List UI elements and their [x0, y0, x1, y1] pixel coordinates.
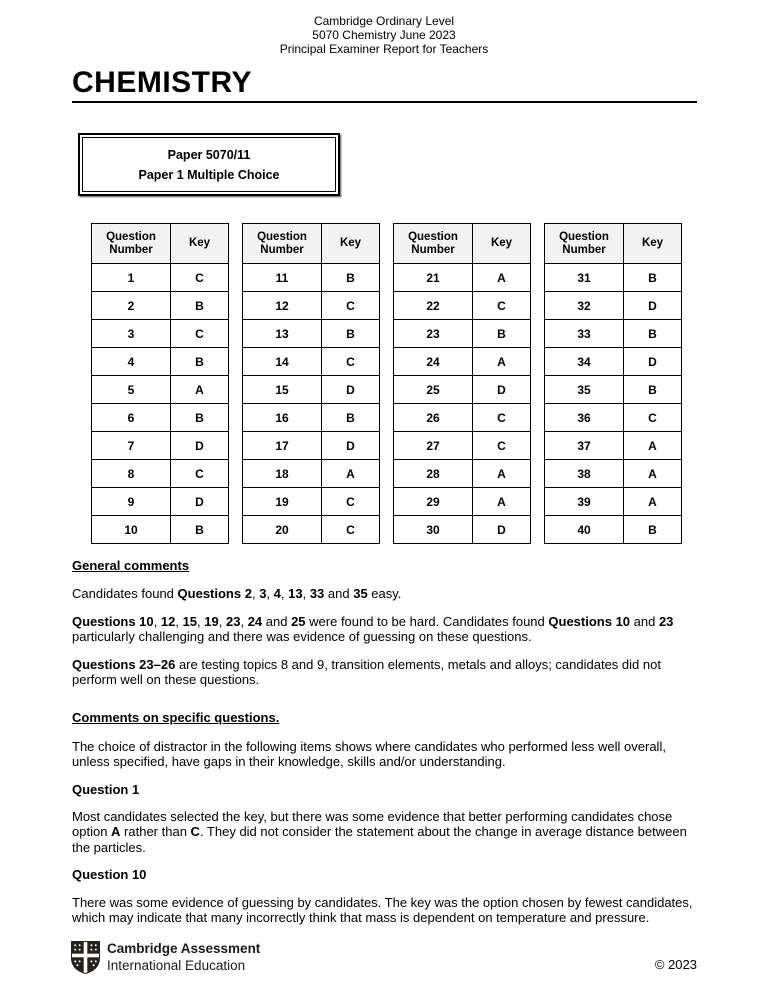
table-row [92, 460, 229, 488]
key-cell: B [171, 516, 229, 544]
table-row [545, 460, 682, 488]
header-line-report-type: Principal Examiner Report for Teachers [279, 42, 489, 56]
col-key: Key [624, 224, 682, 264]
question-number-cell: 5 [92, 376, 171, 404]
question-number-cell: 35 [545, 376, 624, 404]
question-number-cell: 18 [243, 460, 322, 488]
table-row [394, 348, 531, 376]
table-header-row [92, 224, 229, 264]
table-row [545, 348, 682, 376]
paragraph-distractor-intro: The choice of distractor in the following items shows where candidates who performed less well overall, unless specified, have gaps in their knowledge, skills and/or understanding. [72, 738, 666, 770]
key-cell: B [322, 404, 380, 432]
paper-box [78, 133, 340, 196]
question-1-heading: Question 1 [72, 781, 140, 797]
question-number-cell: 32 [545, 292, 624, 320]
question-number-cell: 37 [545, 432, 624, 460]
logo-name-line1: Cambridge Assessment [107, 941, 261, 956]
table-row [394, 488, 531, 516]
question-number-cell: 19 [243, 488, 322, 516]
question-number-cell: 27 [394, 432, 473, 460]
paragraph-topics: Questions 23–26 are testing topics 8 and 9, transition elements, metals and alloys; candidates did not perform well on these questions. [72, 656, 661, 688]
question-number-cell: 8 [92, 460, 171, 488]
copyright-notice: © 2023 [654, 957, 697, 972]
table-row [394, 460, 531, 488]
report-body [72, 558, 701, 938]
answer-key-table-1-10 [91, 223, 229, 544]
question-number-cell: 29 [394, 488, 473, 516]
key-cell: B [624, 516, 682, 544]
key-cell: A [473, 488, 531, 516]
logo-name-line2: International Education [107, 957, 246, 973]
question-number-cell: 38 [545, 460, 624, 488]
table-row [545, 488, 682, 516]
table-row [243, 320, 380, 348]
key-cell: B [624, 376, 682, 404]
key-cell: A [624, 432, 682, 460]
key-cell: B [624, 264, 682, 292]
table-row [92, 488, 229, 516]
table-row [243, 348, 380, 376]
key-cell: C [171, 320, 229, 348]
question-number-cell: 2 [92, 292, 171, 320]
key-cell: C [473, 404, 531, 432]
table-row [394, 376, 531, 404]
question-number-cell: 39 [545, 488, 624, 516]
key-cell: B [322, 320, 380, 348]
key-cell: D [322, 376, 380, 404]
question-number-cell: 12 [243, 292, 322, 320]
question-number-cell: 10 [92, 516, 171, 544]
title-rule [72, 101, 697, 103]
table-row [394, 432, 531, 460]
table-row [545, 320, 682, 348]
question-number-cell: 26 [394, 404, 473, 432]
answer-key-table-11-20 [242, 223, 380, 544]
key-cell: A [171, 376, 229, 404]
question-number-cell: 1 [92, 264, 171, 292]
question-10-heading: Question 10 [72, 867, 147, 883]
table-row [92, 516, 229, 544]
table-row [243, 488, 380, 516]
key-cell: C [322, 292, 380, 320]
paragraph-hard-questions: Questions 10, 12, 15, 19, 23, 24 and 25 were found to be hard. Candidates found Questions 10 and 23 particularly challenging and there was evidence of guessing on these questions. [72, 613, 674, 645]
key-cell: A [473, 264, 531, 292]
table-row [394, 264, 531, 292]
key-cell: C [322, 516, 380, 544]
question-number-cell: 23 [394, 320, 473, 348]
question-number-cell: 20 [243, 516, 322, 544]
table-row [243, 432, 380, 460]
table-header-row [545, 224, 682, 264]
key-cell: C [473, 432, 531, 460]
key-cell: A [624, 460, 682, 488]
key-cell: D [473, 516, 531, 544]
key-cell: D [171, 488, 229, 516]
question-number-cell: 3 [92, 320, 171, 348]
key-cell: B [473, 320, 531, 348]
general-comments-heading: General comments [72, 558, 190, 573]
table-row [243, 460, 380, 488]
key-cell: A [322, 460, 380, 488]
question-number-cell: 11 [243, 264, 322, 292]
question-1-paragraph: Most candidates selected the key, but there was some evidence that better performing candidates chose option A rather than C. They did not consider the statement about the change in average distance between the particles. [72, 809, 687, 855]
key-cell: B [171, 404, 229, 432]
question-number-cell: 25 [394, 376, 473, 404]
table-row [243, 292, 380, 320]
paper-number: Paper 5070/11 [167, 148, 251, 162]
table-row [92, 376, 229, 404]
question-number-cell: 16 [243, 404, 322, 432]
table-row [545, 264, 682, 292]
paragraph-easy-questions: Candidates found Questions 2, 3, 4, 13, 33 and 35 easy. [72, 586, 402, 602]
table-row [243, 264, 380, 292]
table-row [545, 376, 682, 404]
col-question-number: Question Number [394, 224, 473, 264]
col-key: Key [171, 224, 229, 264]
key-cell: A [473, 348, 531, 376]
question-number-cell: 6 [92, 404, 171, 432]
table-row [92, 432, 229, 460]
table-row [92, 348, 229, 376]
table-row [545, 292, 682, 320]
table-row [243, 376, 380, 404]
question-number-cell: 33 [545, 320, 624, 348]
question-number-cell: 40 [545, 516, 624, 544]
col-question-number: Question Number [545, 224, 624, 264]
table-row [394, 404, 531, 432]
question-number-cell: 21 [394, 264, 473, 292]
key-cell: D [473, 376, 531, 404]
answer-key-table-21-30 [393, 223, 531, 544]
table-row [545, 516, 682, 544]
question-number-cell: 15 [243, 376, 322, 404]
question-number-cell: 7 [92, 432, 171, 460]
page-title: CHEMISTRY [72, 66, 253, 99]
col-question-number: Question Number [243, 224, 322, 264]
logo-wordmark [107, 941, 260, 974]
key-cell: C [322, 488, 380, 516]
specific-comments-section [72, 710, 701, 925]
col-question-number: Question Number [92, 224, 171, 264]
key-cell: D [624, 348, 682, 376]
col-key: Key [473, 224, 531, 264]
paper-name: Paper 1 Multiple Choice [138, 168, 280, 182]
key-cell: C [624, 404, 682, 432]
key-cell: D [171, 432, 229, 460]
question-number-cell: 31 [545, 264, 624, 292]
table-row [545, 404, 682, 432]
table-row [394, 516, 531, 544]
key-cell: A [473, 460, 531, 488]
answer-key-tables [91, 223, 682, 544]
key-cell: B [624, 320, 682, 348]
paper-box-inner [82, 137, 336, 192]
question-number-cell: 9 [92, 488, 171, 516]
table-row [92, 292, 229, 320]
key-cell: D [322, 432, 380, 460]
key-cell: C [322, 348, 380, 376]
cambridge-logo [71, 941, 260, 974]
question-number-cell: 28 [394, 460, 473, 488]
header-line-syllabus: 5070 Chemistry June 2023 [312, 28, 456, 42]
question-number-cell: 22 [394, 292, 473, 320]
table-row [394, 320, 531, 348]
question-number-cell: 17 [243, 432, 322, 460]
key-cell: B [171, 292, 229, 320]
key-cell: C [171, 264, 229, 292]
question-number-cell: 36 [545, 404, 624, 432]
key-cell: C [473, 292, 531, 320]
table-row [92, 320, 229, 348]
question-number-cell: 24 [394, 348, 473, 376]
question-number-cell: 14 [243, 348, 322, 376]
key-cell: B [171, 348, 229, 376]
header-line-exam-level: Cambridge Ordinary Level [313, 14, 455, 28]
table-header-row [243, 224, 380, 264]
key-cell: C [171, 460, 229, 488]
document-header [0, 14, 768, 56]
key-cell: B [322, 264, 380, 292]
table-row [243, 404, 380, 432]
general-comments-section [72, 558, 701, 687]
table-row [92, 264, 229, 292]
answer-key-table-31-40 [544, 223, 682, 544]
question-number-cell: 4 [92, 348, 171, 376]
col-key: Key [322, 224, 380, 264]
question-number-cell: 13 [243, 320, 322, 348]
table-row [545, 432, 682, 460]
table-row [92, 404, 229, 432]
key-cell: D [624, 292, 682, 320]
cambridge-shield-icon [71, 941, 100, 974]
question-number-cell: 34 [545, 348, 624, 376]
key-cell: A [624, 488, 682, 516]
specific-comments-heading: Comments on specific questions. [72, 710, 280, 726]
question-10-paragraph: There was some evidence of guessing by candidates. The key was the option chosen by fewest candidates, which may indicate that many incorrectly think that mass is dependent on temperature and pressure. [72, 894, 693, 926]
question-number-cell: 30 [394, 516, 473, 544]
table-row [394, 292, 531, 320]
table-row [243, 516, 380, 544]
table-header-row [394, 224, 531, 264]
